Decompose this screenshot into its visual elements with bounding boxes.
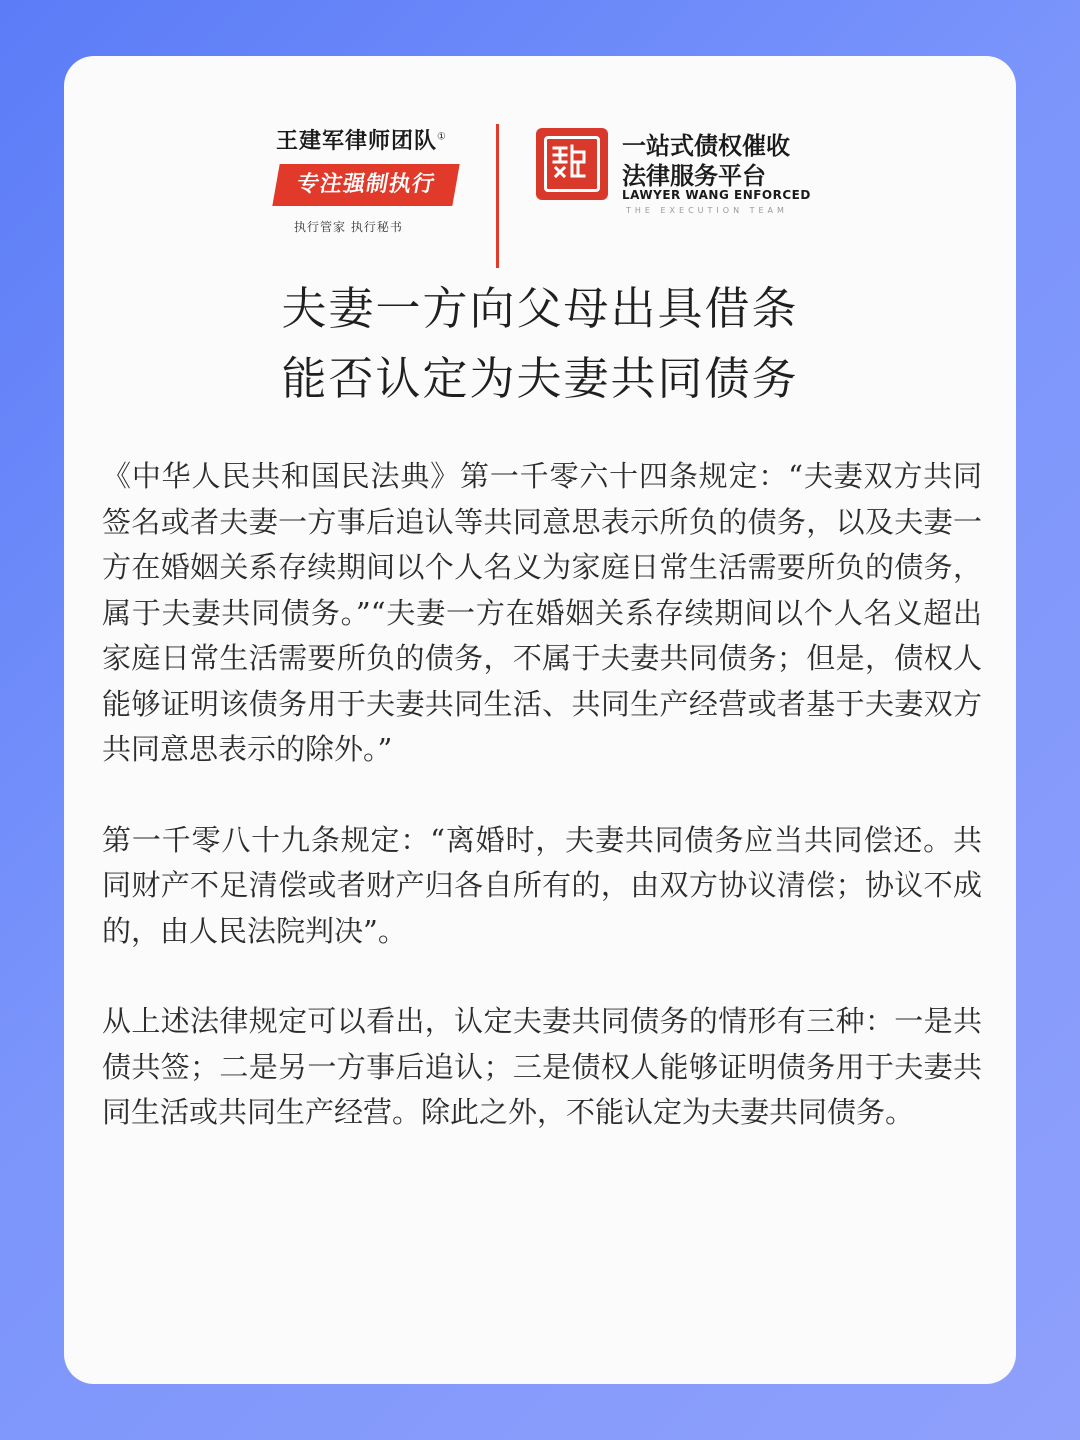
slogan-badge: 专注强制执行 [272,164,459,206]
paragraph-1: 《中华人民共和国民法典》第一千零六十四条规定：“夫妻双方共同签名或者夫妻一方事后追认等共同意思表示所负的债务，以及夫妻一方在婚姻关系存续期间以个人名义为家庭日常生活需要所负的债务，属于夫妻共同债务。”“夫妻一方在婚姻关系存续期间以个人名义超出家庭日常生活需要所负的债务，不属于夫妻共同债务；但是，债权人能够证明该债务用于夫妻共同生活、共同生产经营或者基于夫妻双方共同意思表示的除外。” [102,459,982,766]
seal-logo-icon [536,128,608,200]
paragraph-3: 从上述法律规定可以看出，认定夫妻共同债务的情形有三种：一是共债共签；二是另一方事后追认；三是债权人能够证明债务用于夫妻共同生活或共同生产经营。除此之外，不能认定为夫妻共同债务。 [102,1004,982,1129]
brand-divider [496,124,499,268]
team-roles: 执行管家 执行秘书 [294,220,403,234]
content-card [64,56,1016,1384]
team-logo [276,124,466,274]
article-body [102,454,982,1181]
platform-line2: 法律服务平台 [622,162,766,190]
page-title [64,274,1016,414]
title-line-1: 夫妻一方向父母出具借条 [281,282,799,335]
brand-header [64,118,1016,278]
platform-logo [622,126,812,266]
registered-mark: ① [437,131,447,143]
title-line-2: 能否认定为夫妻共同债务 [281,352,799,405]
paragraph-2: 第一千零八十九条规定：“离婚时，夫妻共同债务应当共同偿还。共同财产不足清偿或者财产归各自所有的，由双方协议清偿；协议不成的，由人民法院判决”。 [102,822,982,948]
platform-english: LAWYER WANG ENFORCED [622,188,811,202]
platform-line1: 一站式债权催收 [622,132,790,160]
platform-english-sub: THE EXECUTION TEAM [626,206,788,215]
team-name: 王建军律师团队① [276,129,447,154]
